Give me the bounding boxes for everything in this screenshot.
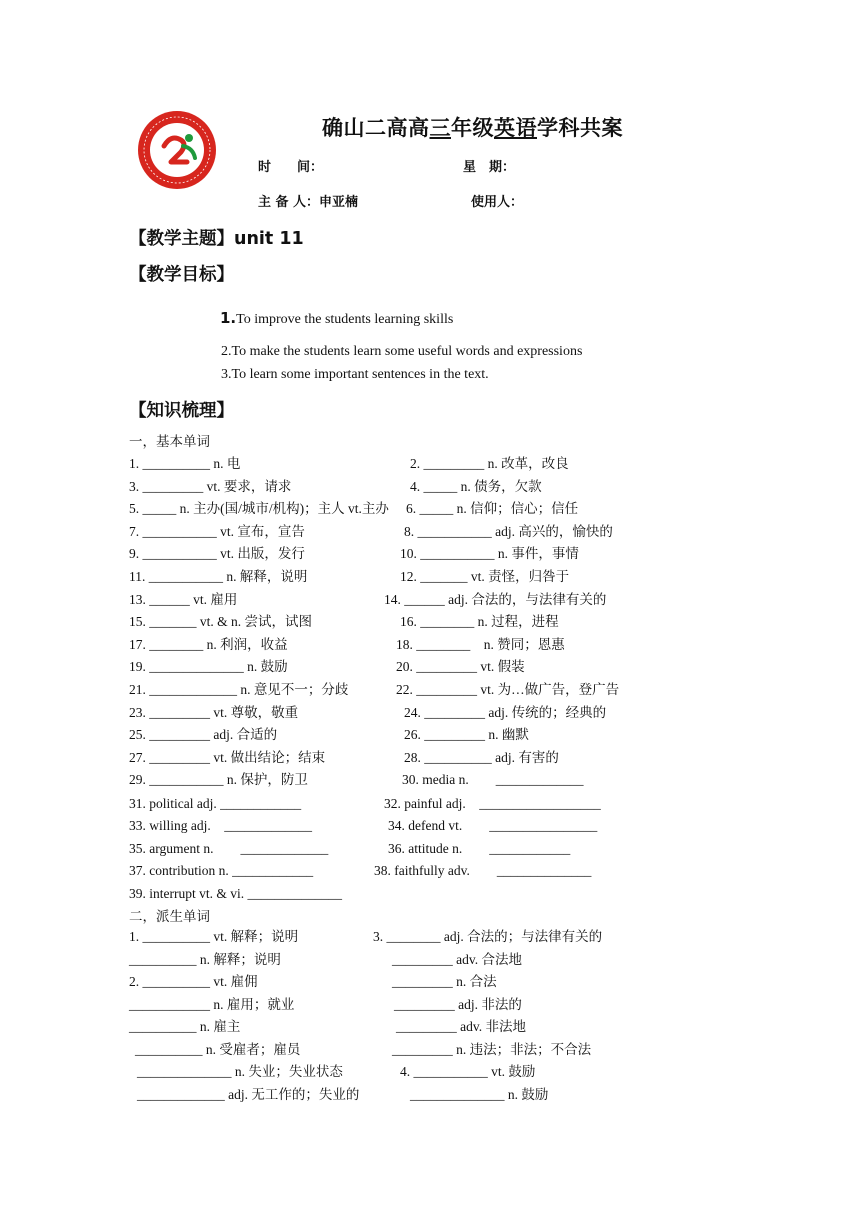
vocab-item: 3. _________ vt. 要求，请求: [129, 479, 292, 494]
vocab-item: 16. ________ n. 过程，进程: [400, 614, 559, 629]
page-title: 确山二高高三年级英语学科共案: [322, 116, 623, 140]
vocab-item: 12. _______ vt. 责怪，归咎于: [400, 569, 570, 584]
vocab-item: 20. _________ vt. 假装: [396, 659, 525, 674]
vocab-item: 19. ______________ n. 鼓励: [129, 659, 288, 674]
vocab-item: 10. ___________ n. 事件，事情: [400, 546, 579, 561]
school-logo-icon: [137, 110, 217, 190]
vocab-item: 7. ___________ vt. 宣布，宣告: [129, 524, 305, 539]
derived-item: 2. __________ vt. 雇佣: [129, 974, 258, 989]
section-topic: 【教学主题】unit 11: [129, 229, 304, 249]
vocab-item: 39. interrupt vt. & vi. ______________: [129, 886, 342, 901]
derived-item: _____________ adj. 无工作的；失业的: [137, 1087, 360, 1102]
vocab-item: 23. _________ vt. 尊敬，敬重: [129, 705, 299, 720]
derived-item: ____________ n. 雇用；就业: [129, 997, 295, 1012]
derived-item: ______________ n. 失业；失业状态: [137, 1064, 343, 1079]
vocab-item: 1. __________ n. 电: [129, 456, 241, 471]
objective-3: 3.To learn some important sentences in the text.: [221, 367, 489, 382]
vocab-item: 36. attitude n. ____________: [388, 841, 571, 856]
vocab-item: 25. _________ adj. 合适的: [129, 727, 278, 742]
vocab-item: 22. _________ vt. 为…做广告，登广告: [396, 682, 620, 697]
vocab-item: 30. media n. _____________: [402, 772, 584, 787]
vocab-item: 35. argument n. _____________: [129, 841, 329, 856]
derived-item: _________ adv. 合法地: [392, 952, 522, 967]
vocab-item: 21. _____________ n. 意见不一；分歧: [129, 682, 349, 697]
vocab-item: 15. _______ vt. & n. 尝试，试图: [129, 614, 313, 629]
basic-words-heading: 一，基本单词: [129, 434, 210, 450]
vocab-item: 4. _____ n. 债务，欠款: [410, 479, 542, 494]
vocab-item: 34. defend vt. ________________: [388, 818, 598, 833]
vocab-item: 2. _________ n. 改革，改良: [410, 456, 569, 471]
vocab-item: 18. ________ n. 赞同；恩惠: [396, 637, 565, 652]
derived-item: _________ adv. 非法地: [396, 1019, 526, 1034]
vocab-item: 32. painful adj. __________________: [384, 796, 601, 811]
user-label: 使用人：: [471, 195, 524, 210]
derived-words-heading: 二，派生单词: [129, 909, 210, 925]
derived-item: ______________ n. 鼓励: [410, 1087, 549, 1102]
vocab-item: 38. faithfully adv. ______________: [374, 863, 592, 878]
vocab-item: 24. _________ adj. 传统的；经典的: [404, 705, 607, 720]
vocab-item: 5. _____ n. 主办(国/城市/机构)；主人 vt.主办: [129, 501, 389, 516]
derived-item: __________ n. 受雇者；雇员: [135, 1042, 301, 1057]
vocab-item: 6. _____ n. 信仰；信心；信任: [406, 501, 579, 516]
vocab-item: 33. willing adj. _____________: [129, 818, 312, 833]
objective-1: 1.To improve the students learning skills: [220, 309, 454, 327]
vocab-item: 26. _________ n. 幽默: [404, 727, 529, 742]
section-goals: 【教学目标】: [129, 265, 234, 285]
vocab-item: 28. __________ adj. 有害的: [404, 750, 559, 765]
vocab-item: 13. ______ vt. 雇用: [129, 592, 238, 607]
objective-2: 2.To make the students learn some useful words and expressions: [221, 344, 583, 359]
vocab-item: 29. ___________ n. 保护，防卫: [129, 772, 308, 787]
derived-item: _________ adj. 非法的: [394, 997, 522, 1012]
derived-item: __________ n. 雇主: [129, 1019, 241, 1034]
derived-item: 3. ________ adj. 合法的；与法律有关的: [373, 929, 603, 944]
vocab-item: 8. ___________ adj. 高兴的，愉快的: [404, 524, 613, 539]
vocab-item: 9. ___________ vt. 出版，发行: [129, 546, 305, 561]
vocab-item: 27. _________ vt. 做出结论；结束: [129, 750, 326, 765]
derived-item: _________ n. 合法: [392, 974, 497, 989]
vocab-item: 37. contribution n. ____________: [129, 863, 314, 878]
derived-item: 1. __________ vt. 解释；说明: [129, 929, 299, 944]
vocab-item: 11. ___________ n. 解释，说明: [129, 569, 308, 584]
derived-item: __________ n. 解释；说明: [129, 952, 281, 967]
vocab-item: 17. ________ n. 利润，收益: [129, 637, 288, 652]
preparer-label: 主 备 人：申亚楠: [258, 195, 359, 210]
derived-item: 4. ___________ vt. 鼓励: [400, 1064, 536, 1079]
derived-item: _________ n. 违法；非法；不合法: [392, 1042, 592, 1057]
weekday-label: 星 期：: [463, 160, 516, 175]
time-label: 时 间：: [258, 160, 324, 175]
vocab-item: 14. ______ adj. 合法的，与法律有关的: [384, 592, 607, 607]
vocab-item: 31. political adj. ____________: [129, 796, 302, 811]
section-knowledge: 【知识梳理】: [129, 401, 234, 421]
